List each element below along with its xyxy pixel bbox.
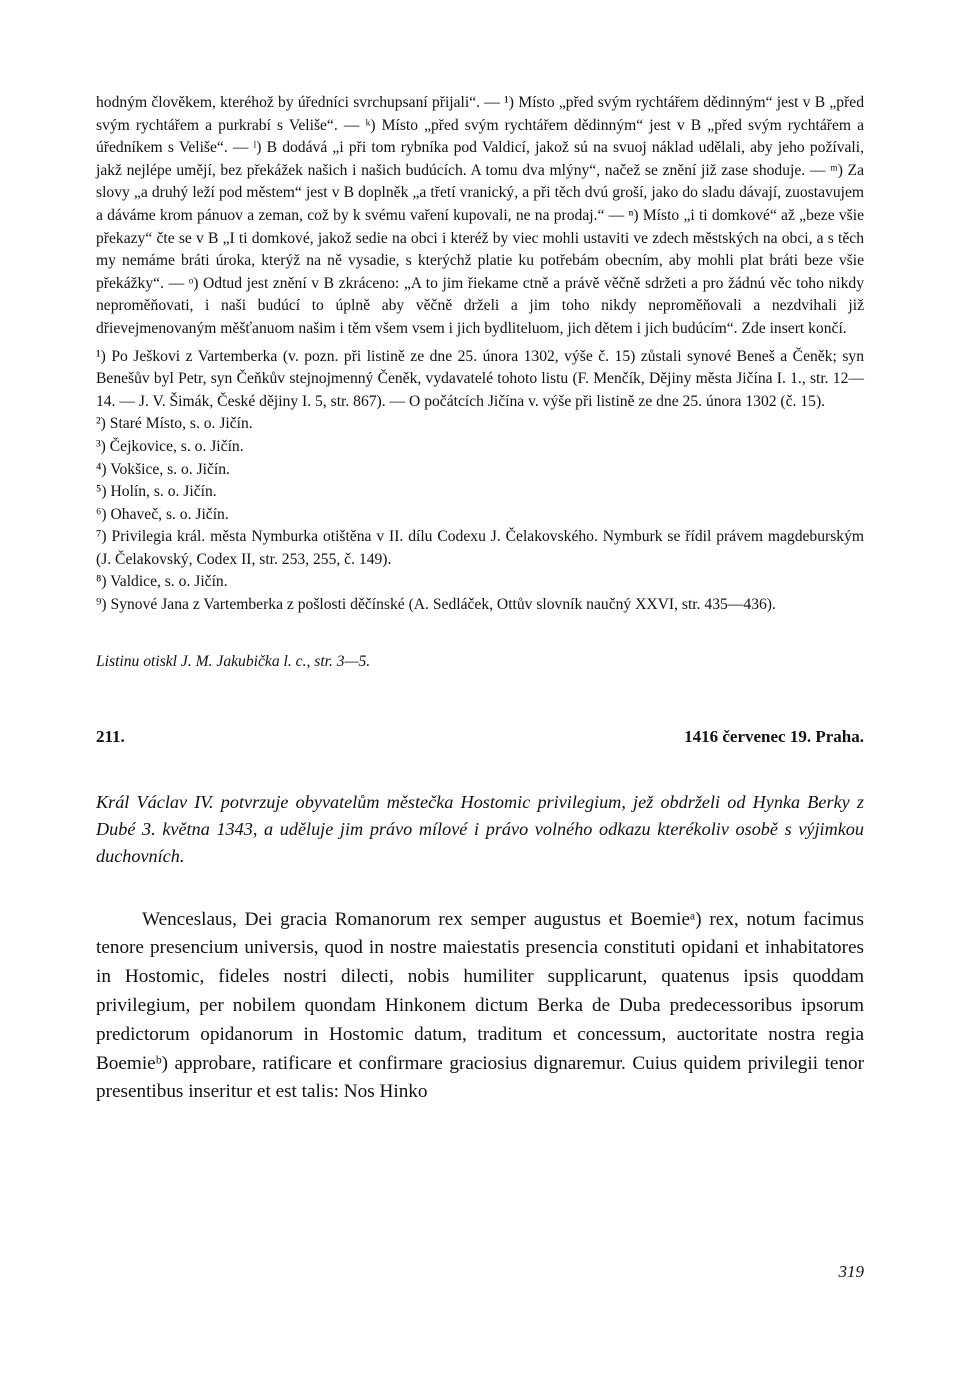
document-number: 211. (96, 727, 125, 747)
footnote-2: ²) Staré Místo, s. o. Jičín. (96, 415, 253, 433)
footnote-5: ⁵) Holín, s. o. Jičín. (96, 483, 217, 501)
page-number: 319 (838, 1262, 864, 1281)
document-date: 1416 červenec 19. Praha. (684, 727, 864, 747)
regest: Král Václav IV. potvrzuje obyvatelům městečka Hostomic privilegium, jež obdrželi od Hynka Berky z Dubé 3. května 1343, a uděluje jim právo mílové i právo volného odkazu kterékoliv osobě s výjimkou duchovních. (96, 792, 864, 866)
footnote-8: ⁸) Valdice, s. o. Jičín. (96, 573, 228, 591)
footnote-6: ⁶) Ohaveč, s. o. Jičín. (96, 505, 229, 523)
apparatus-paragraph: hodným člověkem, kteréhož by úředníci svrchupsaní přijali“. — ¹) Místo „před svým rychtářem dědinným“ jest v B „před svým rychtářem a purkrabí s Veliše“. — ᵏ) Místo „před svým rychtářem dědinným“ jest v B „před svým rychtářem a úředníkem s Veliše“. — ˡ) B dodává „i při tom rybníka pod Valdicí, jakož sú na svuoj náklad udělali, aby jeho požívali, jakž nejlépe umějí, bez překážek našich i našich budúcích. A tomu dva mlýny“, načež se znění již zase shoduje. — ᵐ) Za slovy „a druhý leží pod městem“ jest v B doplněk „a třetí vranický, a při těch dvú groší, jako do sladu dávají, zuostavujem a dáváme krom pánuov a zeman, což by k svému vaření kupovali, ne na prodaj.“ — ⁿ) Místo „i ti domkové“ až „beze všie překazy“ čte se v B „I ti domkové, jakož sedie na obci i kteréž by viec mohli ustaviti ve zdech městských na obci, a s těch my nemáme bráti úroka, kterýž na ně vysadie, s kterýchž platie ku potřebám obecním, aby mohli plat bráti beze všie překážky“. — ᵒ) Odtud jest znění v B zkráceno: „A to jim řiekame ctně a právě věčně sdržeti a pro žádnú věc toho nikdy neproměňovati, i naši budúcí to úplně aby věčně drželi a jim toho nikdy neproměňovali a nezdvihali již dřievejmenovaným měšťanuom našim i těm všem vsem i jich bydliteluom, jich dětem i jich budúcím“. Zde insert končí. (96, 94, 864, 337)
page-body (96, 92, 864, 1107)
footnotes (96, 346, 864, 617)
source-note: Listinu otiskl J. M. Jakubička l. c., str. 3—5. (96, 652, 371, 670)
critical-apparatus (96, 92, 864, 341)
footnote-7: ⁷) Privilegia král. města Nymburka otištěna v II. dílu Codexu J. Čelakovského. Nymburk se řídil právem magdeburským (J. Čelakovský, Codex II, str. 253, 255, č. 149). (96, 528, 864, 568)
footnote-9: ⁹) Synové Jana z Vartemberka z pošlosti děčínské (A. Sedláček, Ottův slovník naučný XXVI, str. 435—436). (96, 596, 776, 614)
document-heading (96, 725, 864, 749)
footnote-3: ³) Čejkovice, s. o. Jičín. (96, 437, 244, 455)
footnote-4: ⁴) Vokšice, s. o. Jičín. (96, 460, 230, 478)
latin-text: Wenceslaus, Dei gracia Romanorum rex semper augustus et Boemieᵃ) rex, notum facimus tenore presencium universis, quod in nostre maiestatis presencia constituti opidani et inhabitatores in Hostomic, fideles nostri dilecti, nobis humiliter supplicarunt, quatenus ipsis quoddam privilegium, per nobilem quondam Hinkonem dictum Berka de Duba predecessoribus ipsorum predictorum opidanorum in Hostomic datum, traditum et concessum, auctoritate nostra regia Boemieᵇ) approbare, ratificare et confirmare graciosius dignaremur. Cuius quidem privilegii tenor presentibus inseritur et est talis: Nos Hinko (96, 908, 864, 1103)
footnote-1: ¹) Po Ješkovi z Vartemberka (v. pozn. při listině ze dne 25. února 1302, výše č. 15) zůstali synové Beneš a Čeněk; syn Benešův byl Petr, syn Čeňkův stejnojmenný Čeněk, vydavatelé tohoto listu (F. Menčík, Dějiny města Jičína I. 1., str. 12—14. — J. V. Šimák, České dějiny I. 5, str. 867). — O počátcích Jičína v. výše při listině ze dne 25. února 1302 (č. 15). (96, 347, 864, 410)
